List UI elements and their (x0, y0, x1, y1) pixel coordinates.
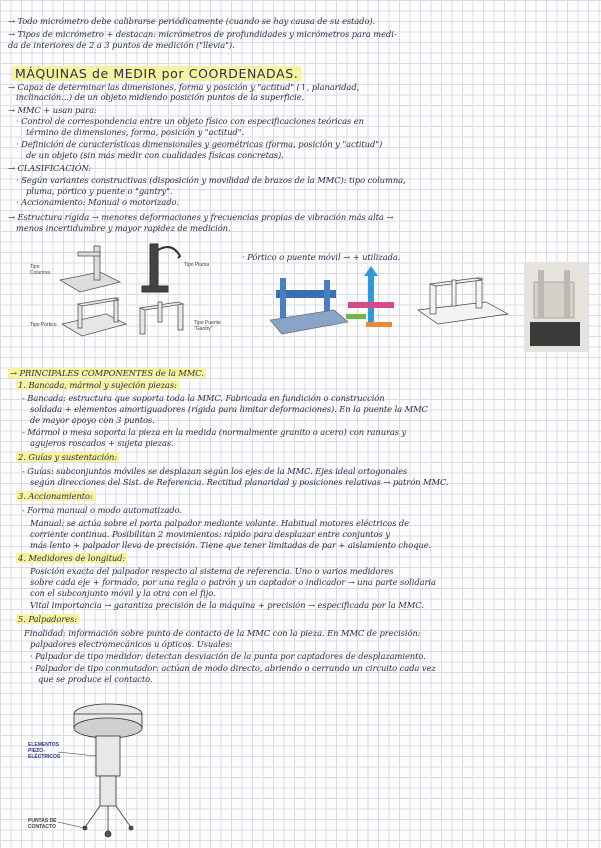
body-line: → MMC + usan para: (8, 105, 97, 115)
subheading-text: 3. Accionamiento: (18, 491, 93, 501)
subheading-text: 2. Guías y sustentación: (18, 452, 118, 462)
cmm-types-figure (22, 240, 247, 350)
body-line: Finalidad: información sobre punto de contacto de la MMC con la pieza. En MMC de precisión: (24, 628, 421, 638)
body-line: Manual: se actúa sobre el porta palpador mediante volante. Habitual motores eléctricos de (30, 518, 410, 528)
subheading (16, 380, 601, 390)
intro-line: → Todo micrómetro debe calibrarse periódicamente (cuando se hay causa de su estado). (8, 16, 376, 26)
body-line: Vital importancia → garantiza precisión de la máquina + precisión → especificada por la MMC. (30, 600, 424, 610)
body-line: - Forma manual o modo automatizado. (22, 505, 182, 515)
intro-line: da de interiores de 2 a 3 puntos de medición ("llevia"). (8, 40, 235, 50)
subheading-text: 1. Bancada, mármol y sujeción piezas: (18, 380, 177, 390)
body-line: soldada + elementos amortiguadores (rígida para limitar deformaciones). En la puente la MMC (30, 404, 428, 414)
subheading (16, 491, 601, 501)
body-line: · Palpador de tipo medidor: detectan desviación de la punta por captadores de desplazamiento. (30, 651, 426, 661)
body-line: agujeros roscados + sujeta piezas. (30, 438, 174, 448)
probe-figure (28, 694, 188, 844)
body-line: - Bancada: estructura que soporta toda la MMC. Fabricada en fundición o construcción (22, 393, 385, 403)
body-line: · Control de correspondencia entre un objeto físico con especificaciones teóricas en (16, 116, 364, 126)
body-line: · Accionamiento: Manual o motorizado. (16, 197, 179, 207)
body-line: corriente continua. Posibilitan 2 movimientos: rápido para desplazar entre conjuntos y (30, 529, 390, 539)
body-line: - Mármol o mesa soporta la pieza en la medida (normalmente granito o acero) con ranuras y (22, 427, 407, 437)
body-line: inclinación...) de un objeto midiendo posición puntos de la superficie. (16, 92, 305, 102)
body-line: - Guías: subconjuntos móviles se desplazan según los ejes de la MMC. Ejes ideal ortogonales (22, 466, 408, 476)
figure-note: · Pórtico o puente móvil → + utilizada. (242, 252, 401, 262)
figure-label: Tipo Puente "Gantry" (194, 320, 221, 332)
body-line: menos incertidumbre y mayor rapidez de medición. (16, 223, 231, 233)
section-heading-components (8, 368, 596, 378)
cmm-photos (268, 262, 593, 352)
body-line: · Definición de características dimensionales y geométricas (forma, posición y "actitud") (16, 139, 383, 149)
subheading-text: 5. Palpadores: (18, 614, 78, 624)
subheading-text: 4. Medidores de longitud: (18, 553, 126, 563)
body-line: con el subconjunto móvil y la otra con el fijo. (30, 588, 216, 598)
body-line: sobre cada eje + formado, por una regla o patrón y un captador o indicador → una parte solidaria (30, 577, 436, 587)
subheading (16, 452, 601, 462)
components-title: → PRINCIPALES COMPONENTES de la MMC. (10, 368, 204, 378)
body-line: palpadores electromecánicos u ópticos. Usuales: (30, 639, 233, 649)
intro-line: → Tipos de micrómetro + destacan: micrómetros de profundidades y micrómetros para medi- (8, 29, 397, 39)
section-heading-mmc: MÁQUINAS de MEDIR por COORDENADAS. (12, 66, 301, 81)
body-line: más lento + palpador lleva de precisión. Tiene que tener limitadas de par + aislamiento choque. (30, 540, 432, 550)
cmm-photos-drawing (268, 262, 593, 352)
body-line: según direcciones del Sist. de Referencia. Rectitud planaridad y posiciones relativas → patrón MMC. (30, 477, 449, 487)
subheading (16, 614, 601, 624)
figure-label: Tipo Pórtico (30, 322, 57, 328)
body-line: → CLASIFICACIÓN: (8, 163, 92, 173)
figure-label: Tipo Pluma (184, 262, 210, 268)
body-line: · Palpador de tipo conmutador: actúan de modo directo, abriendo o cerrando un circuito cada vez (30, 663, 436, 673)
body-line: que se produce el contacto. (38, 674, 153, 684)
figure-label: Tipo Columna (30, 264, 51, 276)
body-line: término de dimensiones, forma, posición y "actitud". (26, 127, 245, 137)
figure-label: PUNTAS DE CONTACTO (28, 818, 57, 830)
body-line: · Según variantes constructivas (disposición y movilidad de brazos de la MMC): tipo columna, (16, 175, 406, 185)
body-line: pluma, pórtico y puente o "gantry". (26, 186, 173, 196)
figure-label: ELEMENTOS PIEZO-ELÉCTRICOS (28, 742, 61, 760)
cmm-types-drawing (22, 240, 247, 350)
body-line: de mayor apoyo con 3 puntos. (30, 415, 155, 425)
body-line: → Capaz de determinar las dimensiones, forma y posición y "actitud" (↑, planaridad, (8, 82, 360, 92)
subheading (16, 553, 601, 563)
body-line: Posición exacta del palpador respecto al sistema de referencia. Uno o varios medidores (30, 566, 394, 576)
body-line: de un objeto (sin más medir con cualidades físicas concretas). (26, 150, 284, 160)
body-line: → Estructura rígida → menores deformaciones y frecuencias propias de vibración más alta → (8, 212, 394, 222)
